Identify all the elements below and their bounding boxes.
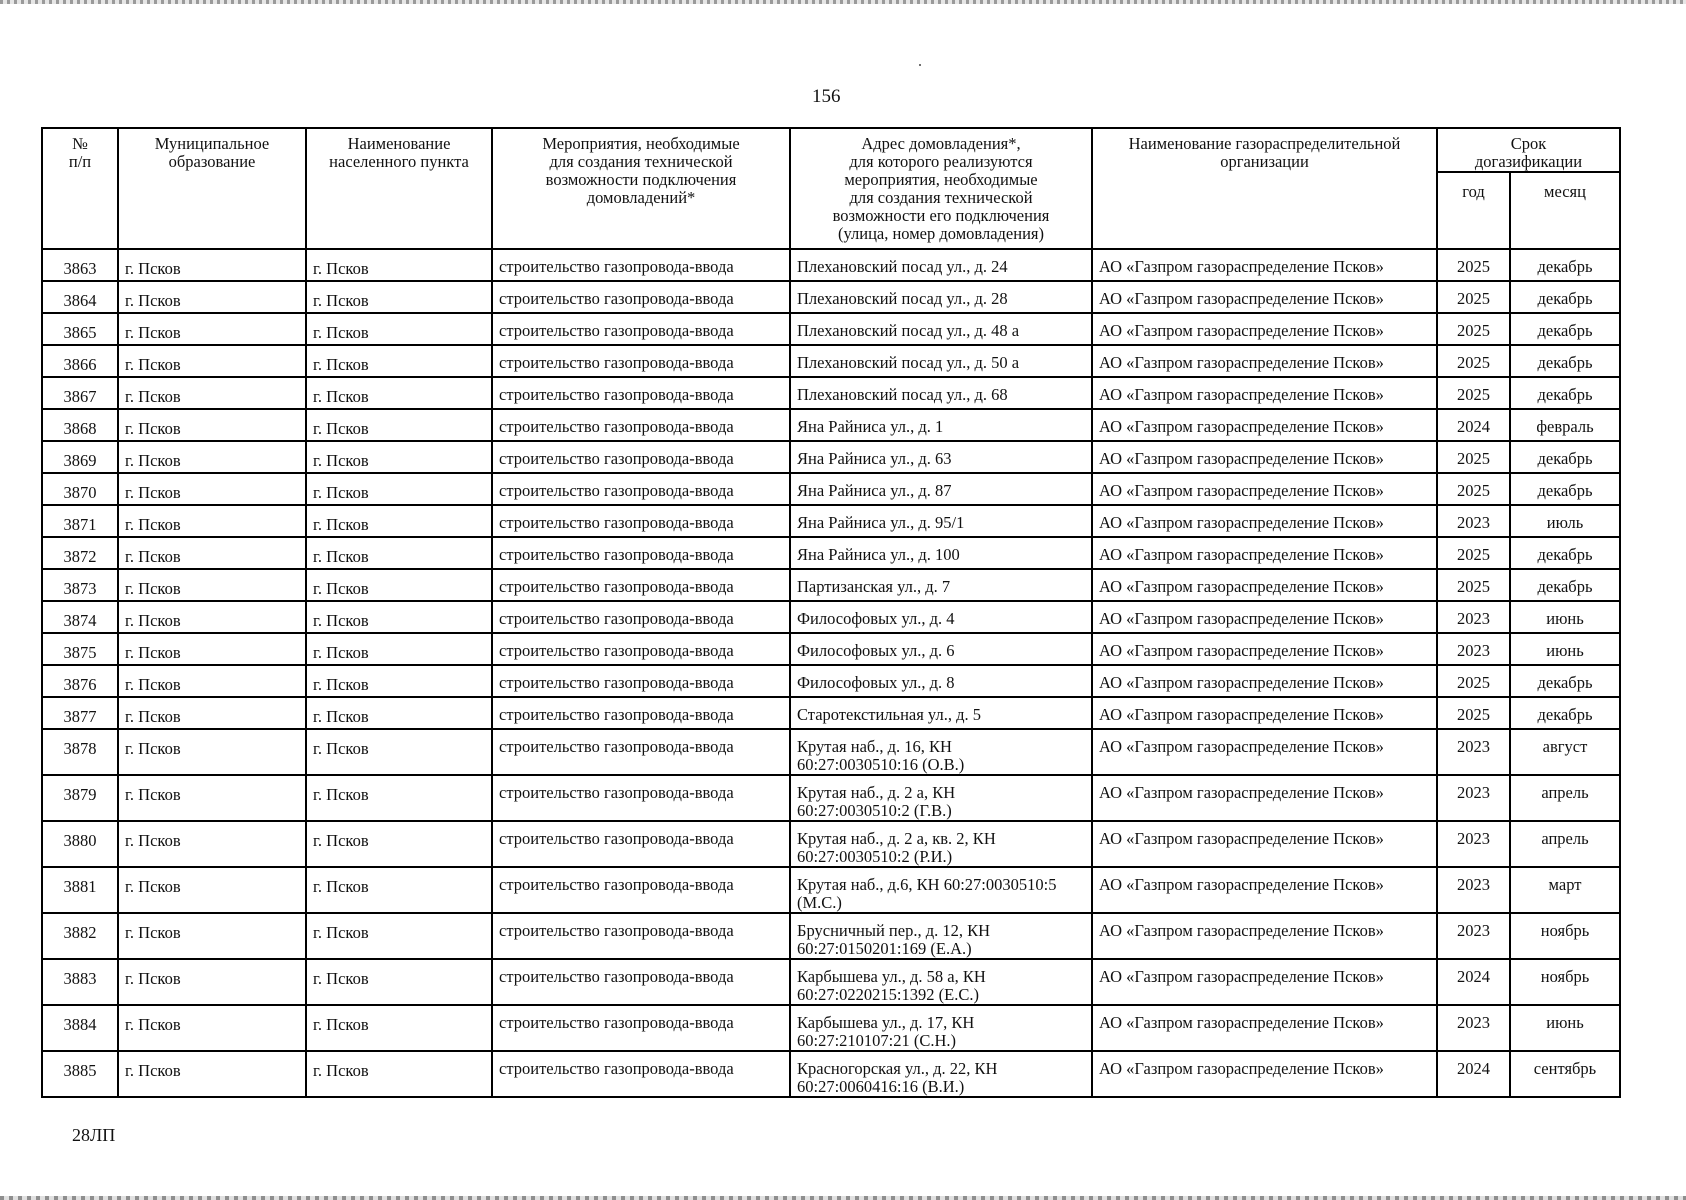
cell-address: Карбышева ул., д. 17, КН 60:27:210107:21 (С.Н.) <box>790 1005 1092 1051</box>
cell-year: 2023 <box>1437 913 1510 959</box>
table-row <box>42 729 1620 775</box>
cell-municipality: г. Псков <box>118 633 306 665</box>
header-month: месяц <box>1510 172 1620 249</box>
cell-measure: строительство газопровода-ввода <box>492 441 790 473</box>
cell-address: Крутая наб., д. 2 а, кв. 2, КН 60:27:0030510:2 (Р.И.) <box>790 821 1092 867</box>
cell-num: 3880 <box>42 821 118 867</box>
cell-year: 2025 <box>1437 473 1510 505</box>
cell-month: ноябрь <box>1510 959 1620 1005</box>
cell-municipality: г. Псков <box>118 1005 306 1051</box>
cell-month: декабрь <box>1510 697 1620 729</box>
cell-measure: строительство газопровода-ввода <box>492 473 790 505</box>
cell-measure: строительство газопровода-ввода <box>492 601 790 633</box>
cell-address: Философовых ул., д. 8 <box>790 665 1092 697</box>
cell-settlement: г. Псков <box>306 729 492 775</box>
header-num: № п/п <box>42 128 118 249</box>
table-header-row <box>42 128 1620 172</box>
cell-municipality: г. Псков <box>118 377 306 409</box>
header-organization: Наименование газораспределительной организации <box>1092 128 1437 249</box>
cell-organization: АО «Газпром газораспределение Псков» <box>1092 775 1437 821</box>
cell-municipality: г. Псков <box>118 249 306 281</box>
cell-month: декабрь <box>1510 473 1620 505</box>
cell-municipality: г. Псков <box>118 537 306 569</box>
cell-num: 3870 <box>42 473 118 505</box>
cell-address: Плехановский посад ул., д. 28 <box>790 281 1092 313</box>
table-row <box>42 537 1620 569</box>
cell-settlement: г. Псков <box>306 821 492 867</box>
cell-organization: АО «Газпром газораспределение Псков» <box>1092 313 1437 345</box>
cell-num: 3878 <box>42 729 118 775</box>
cell-organization: АО «Газпром газораспределение Псков» <box>1092 665 1437 697</box>
cell-month: март <box>1510 867 1620 913</box>
cell-year: 2025 <box>1437 569 1510 601</box>
cell-organization: АО «Газпром газораспределение Псков» <box>1092 601 1437 633</box>
cell-num: 3876 <box>42 665 118 697</box>
cell-month: декабрь <box>1510 377 1620 409</box>
header-deadline: Срок догазификации <box>1437 128 1620 172</box>
cell-measure: строительство газопровода-ввода <box>492 377 790 409</box>
scan-speck <box>919 64 921 66</box>
cell-measure: строительство газопровода-ввода <box>492 537 790 569</box>
cell-organization: АО «Газпром газораспределение Псков» <box>1092 913 1437 959</box>
cell-settlement: г. Псков <box>306 505 492 537</box>
cell-year: 2025 <box>1437 537 1510 569</box>
cell-municipality: г. Псков <box>118 505 306 537</box>
cell-municipality: г. Псков <box>118 697 306 729</box>
cell-organization: АО «Газпром газораспределение Псков» <box>1092 409 1437 441</box>
table-row <box>42 249 1620 281</box>
cell-month: июль <box>1510 505 1620 537</box>
cell-measure: строительство газопровода-ввода <box>492 633 790 665</box>
cell-measure: строительство газопровода-ввода <box>492 775 790 821</box>
cell-municipality: г. Псков <box>118 281 306 313</box>
cell-settlement: г. Псков <box>306 867 492 913</box>
cell-address: Яна Райниса ул., д. 87 <box>790 473 1092 505</box>
cell-measure: строительство газопровода-ввода <box>492 729 790 775</box>
cell-settlement: г. Псков <box>306 249 492 281</box>
cell-settlement: г. Псков <box>306 377 492 409</box>
cell-num: 3873 <box>42 569 118 601</box>
cell-address: Яна Райниса ул., д. 100 <box>790 537 1092 569</box>
cell-settlement: г. Псков <box>306 473 492 505</box>
cell-num: 3874 <box>42 601 118 633</box>
cell-year: 2023 <box>1437 775 1510 821</box>
table-row <box>42 697 1620 729</box>
cell-num: 3865 <box>42 313 118 345</box>
cell-address: Яна Райниса ул., д. 1 <box>790 409 1092 441</box>
cell-settlement: г. Псков <box>306 913 492 959</box>
cell-measure: строительство газопровода-ввода <box>492 569 790 601</box>
cell-month: декабрь <box>1510 569 1620 601</box>
cell-address: Плехановский посад ул., д. 24 <box>790 249 1092 281</box>
cell-month: февраль <box>1510 409 1620 441</box>
cell-num: 3879 <box>42 775 118 821</box>
cell-organization: АО «Газпром газораспределение Псков» <box>1092 1005 1437 1051</box>
cell-organization: АО «Газпром газораспределение Псков» <box>1092 537 1437 569</box>
table-row <box>42 409 1620 441</box>
cell-month: декабрь <box>1510 281 1620 313</box>
cell-address: Крутая наб., д. 2 а, КН 60:27:0030510:2 (Г.В.) <box>790 775 1092 821</box>
cell-year: 2023 <box>1437 633 1510 665</box>
cell-month: декабрь <box>1510 345 1620 377</box>
cell-organization: АО «Газпром газораспределение Псков» <box>1092 729 1437 775</box>
table-body <box>42 249 1620 1097</box>
cell-year: 2025 <box>1437 345 1510 377</box>
cell-address: Старотекстильная ул., д. 5 <box>790 697 1092 729</box>
cell-month: декабрь <box>1510 537 1620 569</box>
table-row <box>42 913 1620 959</box>
cell-address: Партизанская ул., д. 7 <box>790 569 1092 601</box>
cell-municipality: г. Псков <box>118 1051 306 1097</box>
cell-municipality: г. Псков <box>118 313 306 345</box>
cell-year: 2023 <box>1437 601 1510 633</box>
table-row <box>42 665 1620 697</box>
table-row <box>42 821 1620 867</box>
cell-settlement: г. Псков <box>306 775 492 821</box>
cell-num: 3868 <box>42 409 118 441</box>
cell-organization: АО «Газпром газораспределение Псков» <box>1092 249 1437 281</box>
scan-edge-top <box>0 0 1686 4</box>
cell-settlement: г. Псков <box>306 697 492 729</box>
cell-year: 2023 <box>1437 1005 1510 1051</box>
cell-num: 3869 <box>42 441 118 473</box>
cell-month: сентябрь <box>1510 1051 1620 1097</box>
cell-organization: АО «Газпром газораспределение Псков» <box>1092 821 1437 867</box>
cell-year: 2023 <box>1437 505 1510 537</box>
table-row <box>42 959 1620 1005</box>
cell-municipality: г. Псков <box>118 601 306 633</box>
table-row <box>42 1005 1620 1051</box>
table-row <box>42 601 1620 633</box>
cell-month: декабрь <box>1510 441 1620 473</box>
cell-address: Философовых ул., д. 6 <box>790 633 1092 665</box>
cell-settlement: г. Псков <box>306 537 492 569</box>
cell-num: 3866 <box>42 345 118 377</box>
cell-num: 3864 <box>42 281 118 313</box>
cell-measure: строительство газопровода-ввода <box>492 249 790 281</box>
cell-year: 2025 <box>1437 665 1510 697</box>
cell-municipality: г. Псков <box>118 775 306 821</box>
header-year: год <box>1437 172 1510 249</box>
cell-year: 2025 <box>1437 441 1510 473</box>
cell-address: Крутая наб., д.6, КН 60:27:0030510:5 (М.С.) <box>790 867 1092 913</box>
table-row <box>42 313 1620 345</box>
cell-measure: строительство газопровода-ввода <box>492 913 790 959</box>
cell-month: апрель <box>1510 775 1620 821</box>
header-settlement: Наименование населенного пункта <box>306 128 492 249</box>
cell-settlement: г. Псков <box>306 1051 492 1097</box>
cell-organization: АО «Газпром газораспределение Псков» <box>1092 377 1437 409</box>
cell-year: 2023 <box>1437 867 1510 913</box>
cell-num: 3885 <box>42 1051 118 1097</box>
cell-municipality: г. Псков <box>118 409 306 441</box>
header-municipality: Муниципальное образование <box>118 128 306 249</box>
cell-address: Яна Райниса ул., д. 95/1 <box>790 505 1092 537</box>
gasification-table <box>41 127 1621 1098</box>
cell-municipality: г. Псков <box>118 441 306 473</box>
cell-settlement: г. Псков <box>306 345 492 377</box>
cell-month: июнь <box>1510 633 1620 665</box>
cell-num: 3863 <box>42 249 118 281</box>
cell-organization: АО «Газпром газораспределение Псков» <box>1092 569 1437 601</box>
cell-month: декабрь <box>1510 313 1620 345</box>
cell-settlement: г. Псков <box>306 409 492 441</box>
cell-measure: строительство газопровода-ввода <box>492 1051 790 1097</box>
table-row <box>42 1051 1620 1097</box>
table-row <box>42 505 1620 537</box>
cell-measure: строительство газопровода-ввода <box>492 665 790 697</box>
cell-settlement: г. Псков <box>306 665 492 697</box>
cell-address: Плехановский посад ул., д. 68 <box>790 377 1092 409</box>
cell-month: август <box>1510 729 1620 775</box>
cell-settlement: г. Псков <box>306 281 492 313</box>
cell-organization: АО «Газпром газораспределение Псков» <box>1092 441 1437 473</box>
cell-organization: АО «Газпром газораспределение Псков» <box>1092 1051 1437 1097</box>
page-number: 156 <box>812 86 841 107</box>
cell-measure: строительство газопровода-ввода <box>492 697 790 729</box>
cell-address: Яна Райниса ул., д. 63 <box>790 441 1092 473</box>
cell-measure: строительство газопровода-ввода <box>492 313 790 345</box>
cell-num: 3883 <box>42 959 118 1005</box>
cell-measure: строительство газопровода-ввода <box>492 281 790 313</box>
cell-measure: строительство газопровода-ввода <box>492 409 790 441</box>
cell-municipality: г. Псков <box>118 345 306 377</box>
cell-settlement: г. Псков <box>306 601 492 633</box>
cell-municipality: г. Псков <box>118 569 306 601</box>
cell-num: 3881 <box>42 867 118 913</box>
cell-municipality: г. Псков <box>118 665 306 697</box>
table-row <box>42 377 1620 409</box>
cell-measure: строительство газопровода-ввода <box>492 821 790 867</box>
cell-num: 3872 <box>42 537 118 569</box>
cell-year: 2025 <box>1437 313 1510 345</box>
cell-settlement: г. Псков <box>306 633 492 665</box>
cell-num: 3867 <box>42 377 118 409</box>
table-row <box>42 345 1620 377</box>
cell-organization: АО «Газпром газораспределение Псков» <box>1092 281 1437 313</box>
cell-municipality: г. Псков <box>118 867 306 913</box>
cell-year: 2024 <box>1437 1051 1510 1097</box>
cell-municipality: г. Псков <box>118 821 306 867</box>
cell-month: апрель <box>1510 821 1620 867</box>
table-row <box>42 569 1620 601</box>
cell-num: 3884 <box>42 1005 118 1051</box>
table-row <box>42 441 1620 473</box>
cell-municipality: г. Псков <box>118 959 306 1005</box>
cell-settlement: г. Псков <box>306 959 492 1005</box>
cell-organization: АО «Газпром газораспределение Псков» <box>1092 959 1437 1005</box>
cell-address: Брусничный пер., д. 12, КН 60:27:0150201:169 (Е.А.) <box>790 913 1092 959</box>
cell-num: 3877 <box>42 697 118 729</box>
header-address: Адрес домовладения*, для которого реализуются мероприятия, необходимые для создания технической возможности его подключения (улица, номер домовладения) <box>790 128 1092 249</box>
table-row <box>42 281 1620 313</box>
cell-settlement: г. Псков <box>306 313 492 345</box>
cell-address: Плехановский посад ул., д. 50 а <box>790 345 1092 377</box>
cell-year: 2024 <box>1437 959 1510 1005</box>
scan-edge-bottom <box>0 1196 1686 1200</box>
cell-measure: строительство газопровода-ввода <box>492 959 790 1005</box>
cell-organization: АО «Газпром газораспределение Псков» <box>1092 473 1437 505</box>
cell-month: июнь <box>1510 1005 1620 1051</box>
cell-municipality: г. Псков <box>118 473 306 505</box>
table-row <box>42 775 1620 821</box>
document-code: 28ЛП <box>72 1125 116 1145</box>
cell-settlement: г. Псков <box>306 441 492 473</box>
cell-settlement: г. Псков <box>306 1005 492 1051</box>
cell-year: 2025 <box>1437 249 1510 281</box>
cell-organization: АО «Газпром газораспределение Псков» <box>1092 867 1437 913</box>
header-measures: Мероприятия, необходимые для создания технической возможности подключения домовладений* <box>492 128 790 249</box>
cell-year: 2024 <box>1437 409 1510 441</box>
cell-num: 3875 <box>42 633 118 665</box>
cell-address: Философовых ул., д. 4 <box>790 601 1092 633</box>
cell-measure: строительство газопровода-ввода <box>492 867 790 913</box>
cell-year: 2023 <box>1437 729 1510 775</box>
cell-organization: АО «Газпром газораспределение Псков» <box>1092 345 1437 377</box>
cell-municipality: г. Псков <box>118 913 306 959</box>
cell-organization: АО «Газпром газораспределение Псков» <box>1092 633 1437 665</box>
cell-measure: строительство газопровода-ввода <box>492 345 790 377</box>
table-row <box>42 473 1620 505</box>
cell-month: ноябрь <box>1510 913 1620 959</box>
cell-municipality: г. Псков <box>118 729 306 775</box>
cell-month: декабрь <box>1510 249 1620 281</box>
cell-num: 3871 <box>42 505 118 537</box>
cell-organization: АО «Газпром газораспределение Псков» <box>1092 505 1437 537</box>
cell-measure: строительство газопровода-ввода <box>492 505 790 537</box>
cell-address: Карбышева ул., д. 58 а, КН 60:27:0220215:1392 (Е.С.) <box>790 959 1092 1005</box>
table-row <box>42 633 1620 665</box>
cell-year: 2023 <box>1437 821 1510 867</box>
cell-year: 2025 <box>1437 281 1510 313</box>
cell-month: июнь <box>1510 601 1620 633</box>
cell-year: 2025 <box>1437 697 1510 729</box>
cell-organization: АО «Газпром газораспределение Псков» <box>1092 697 1437 729</box>
table-row <box>42 867 1620 913</box>
cell-address: Красногорская ул., д. 22, КН 60:27:0060416:16 (В.И.) <box>790 1051 1092 1097</box>
cell-measure: строительство газопровода-ввода <box>492 1005 790 1051</box>
cell-address: Плехановский посад ул., д. 48 а <box>790 313 1092 345</box>
cell-settlement: г. Псков <box>306 569 492 601</box>
cell-address: Крутая наб., д. 16, КН 60:27:0030510:16 (О.В.) <box>790 729 1092 775</box>
cell-num: 3882 <box>42 913 118 959</box>
cell-year: 2025 <box>1437 377 1510 409</box>
cell-month: декабрь <box>1510 665 1620 697</box>
